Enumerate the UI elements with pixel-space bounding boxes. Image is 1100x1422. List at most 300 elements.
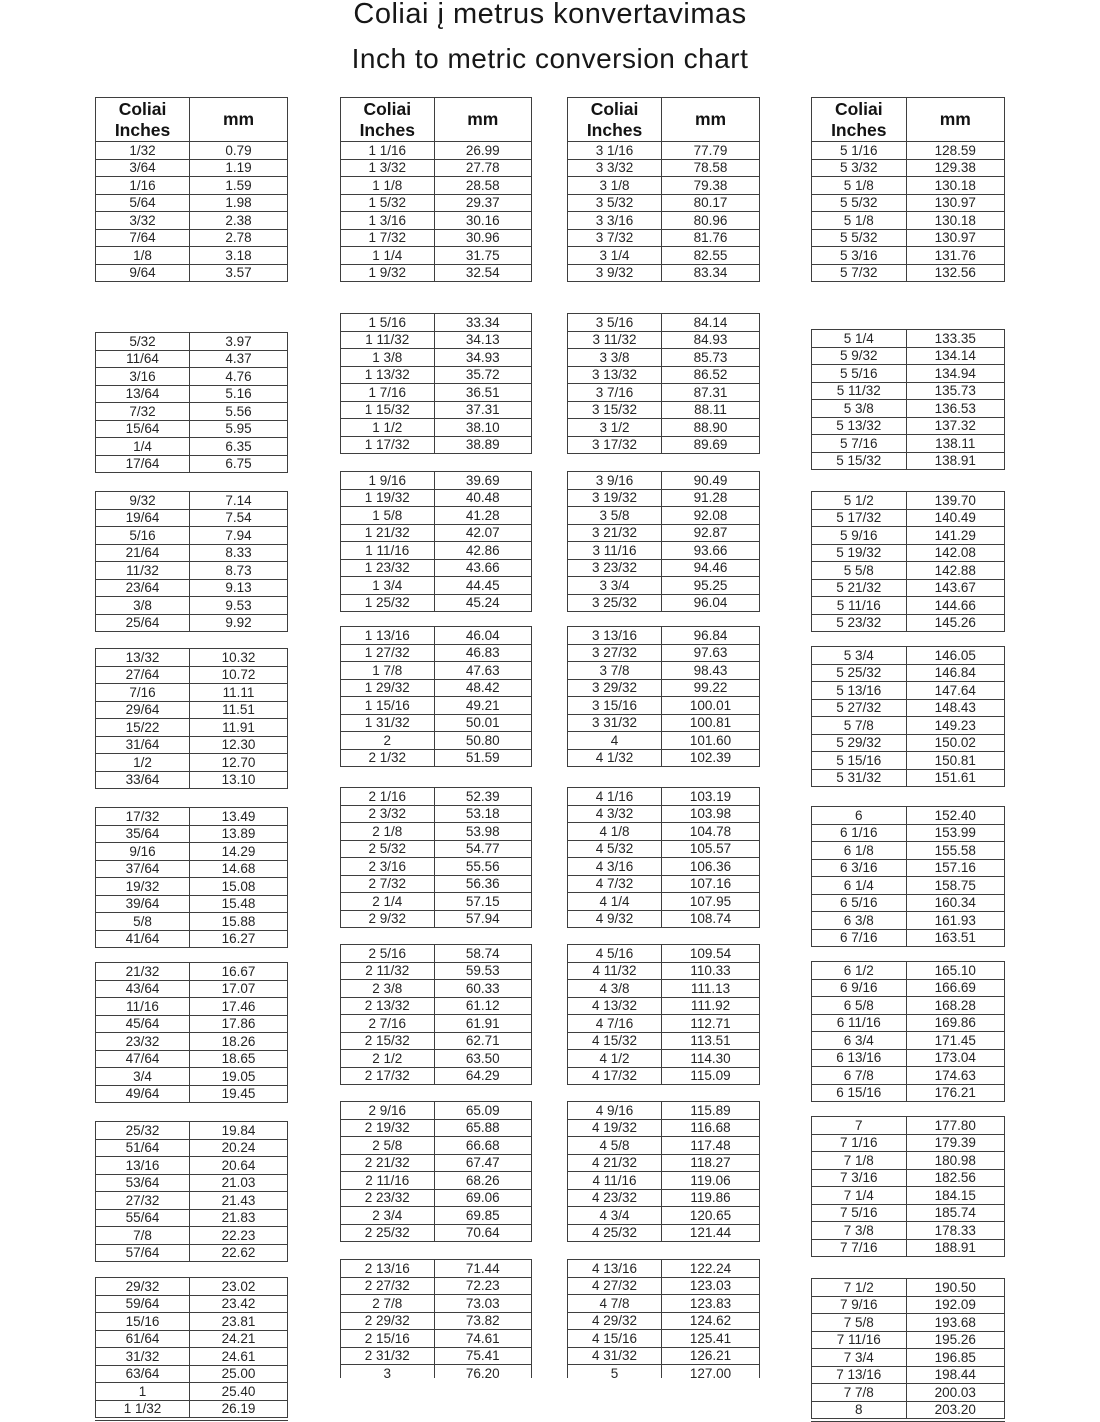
- table-row: [96, 1244, 288, 1262]
- mm-cell: 93.66: [662, 542, 760, 560]
- table-row: [812, 382, 1005, 400]
- mm-cell: 150.02: [906, 734, 1004, 752]
- table-row: [96, 385, 288, 403]
- table-row: [568, 788, 760, 806]
- conversion-table: [95, 491, 288, 632]
- table-row: [96, 1209, 288, 1227]
- mm-cell: 12.70: [190, 754, 288, 772]
- inches-cell: 6 3/16: [812, 859, 907, 877]
- table-block-col3-2: [567, 313, 760, 454]
- table-row: [812, 1222, 1005, 1240]
- mm-cell: 148.43: [906, 699, 1004, 717]
- mm-cell: 95.25: [662, 577, 760, 595]
- mm-cell: 18.65: [190, 1050, 288, 1068]
- mm-cell: 153.99: [906, 824, 1004, 842]
- mm-cell: 66.68: [434, 1137, 531, 1155]
- inches-cell: 2 3/8: [341, 980, 435, 998]
- page-title-lithuanian: Coliai į metrus konvertavimas: [353, 0, 747, 30]
- mm-cell: 1.59: [190, 177, 288, 195]
- table-row: [568, 910, 760, 928]
- inches-cell: 1 3/8: [341, 349, 435, 367]
- table-row: [341, 1102, 532, 1120]
- mm-cell: 50.01: [434, 714, 531, 732]
- inches-cell: 2 5/8: [341, 1137, 435, 1155]
- table-row: [812, 1296, 1005, 1314]
- table-header-row: [812, 98, 1005, 142]
- mm-cell: 14.29: [190, 843, 288, 861]
- mm-cell: 96.84: [662, 627, 760, 645]
- mm-cell: 99.22: [662, 679, 760, 697]
- mm-cell: 8.33: [190, 544, 288, 562]
- inches-cell: 3 1/2: [568, 419, 662, 437]
- table-row: [96, 1330, 288, 1348]
- mm-cell: 141.29: [906, 527, 1004, 545]
- inches-cell: 19/32: [96, 878, 190, 896]
- table-row: [812, 912, 1005, 930]
- inches-cell: 5 11/32: [812, 382, 907, 400]
- table-row: [96, 1383, 288, 1401]
- table-row: [812, 400, 1005, 418]
- table-row: [341, 997, 532, 1015]
- mm-cell: 14.68: [190, 860, 288, 878]
- table-row: [568, 644, 760, 662]
- table-row: [341, 142, 532, 160]
- table-row: [96, 509, 288, 527]
- table-row: [341, 212, 532, 230]
- inches-cell: 4 3/16: [568, 858, 662, 876]
- mm-cell: 1.19: [190, 159, 288, 177]
- conversion-table: [811, 491, 1005, 632]
- conversion-table: [95, 962, 288, 1103]
- mm-cell: 15.08: [190, 878, 288, 896]
- table-row: [812, 229, 1005, 247]
- mm-cell: 87.31: [662, 384, 760, 402]
- mm-cell: 10.32: [190, 649, 288, 667]
- table-row: [812, 1366, 1005, 1384]
- inches-cell: 2 27/32: [341, 1277, 435, 1295]
- inches-cell: 3 7/32: [568, 229, 662, 247]
- table-row: [341, 644, 532, 662]
- inches-cell: 5 1/4: [812, 330, 907, 348]
- table-block-col4-1: [811, 97, 1005, 282]
- table-row: [812, 1152, 1005, 1170]
- table-row: [96, 963, 288, 981]
- table-block-col2-5: [340, 787, 532, 928]
- mm-cell: 166.69: [906, 979, 1004, 997]
- table-row: [568, 1277, 760, 1295]
- mm-cell: 24.61: [190, 1348, 288, 1366]
- table-block-col2-3: [340, 471, 532, 612]
- table-block-col2-7: [340, 1101, 532, 1242]
- table-row: [568, 419, 760, 437]
- mm-cell: 38.89: [434, 436, 531, 454]
- mm-cell: 111.92: [662, 997, 760, 1015]
- inches-cell: 6 9/16: [812, 979, 907, 997]
- mm-cell: 150.81: [906, 752, 1004, 770]
- table-row: [568, 159, 760, 177]
- mm-cell: 45.24: [434, 594, 531, 612]
- table-row: [96, 1122, 288, 1140]
- table-row: [568, 559, 760, 577]
- inches-cell: 6 1/8: [812, 842, 907, 860]
- mm-cell: 151.61: [906, 769, 1004, 787]
- mm-cell: 120.65: [662, 1207, 760, 1225]
- table-row: [812, 647, 1005, 665]
- mm-cell: 63.50: [434, 1050, 531, 1068]
- mm-cell: 173.04: [906, 1049, 1004, 1067]
- conversion-table: [567, 626, 760, 767]
- table-row: [568, 1330, 760, 1348]
- mm-cell: 5.16: [190, 385, 288, 403]
- page-title-english: Inch to metric conversion chart: [351, 43, 749, 74]
- inches-cell: 5 19/32: [812, 544, 907, 562]
- table-block-col4-5: [811, 806, 1005, 947]
- conversion-table: [95, 1121, 288, 1262]
- mm-cell: 85.73: [662, 349, 760, 367]
- table-row: [568, 732, 760, 750]
- mm-cell: 20.64: [190, 1157, 288, 1175]
- table-row: [96, 1033, 288, 1051]
- inches-cell: 1/32: [96, 142, 190, 160]
- inches-cell: 2 15/16: [341, 1330, 435, 1348]
- conversion-table: [340, 1101, 532, 1242]
- table-row: [96, 597, 288, 615]
- inches-cell: 5 11/16: [812, 597, 907, 615]
- table-row: [96, 1085, 288, 1103]
- table-row: [812, 1169, 1005, 1187]
- table-row: [96, 1348, 288, 1366]
- table-row: [341, 1015, 532, 1033]
- mm-cell: 114.30: [662, 1050, 760, 1068]
- mm-cell: 60.33: [434, 980, 531, 998]
- mm-cell: 134.94: [906, 365, 1004, 383]
- table-row: [812, 365, 1005, 383]
- inches-cell: 2 15/32: [341, 1032, 435, 1050]
- mm-cell: 54.77: [434, 840, 531, 858]
- table-header-row: [96, 98, 288, 142]
- table-block-col1-4: [95, 648, 288, 789]
- mm-cell: 155.58: [906, 842, 1004, 860]
- mm-cell: 73.82: [434, 1312, 531, 1330]
- inches-cell: 2 13/32: [341, 997, 435, 1015]
- mm-cell: 29.37: [434, 194, 531, 212]
- table-block-col4-2: [811, 329, 1005, 470]
- mm-cell: 142.08: [906, 544, 1004, 562]
- table-row: [341, 1154, 532, 1172]
- table-row: [96, 980, 288, 998]
- inches-cell: 5 5/32: [812, 194, 907, 212]
- mm-cell: 26.19: [190, 1400, 288, 1418]
- conversion-table: [95, 332, 288, 473]
- inches-cell: 7 1/2: [812, 1279, 907, 1297]
- table-row: [96, 420, 288, 438]
- inches-cell: 1 1/8: [341, 177, 435, 195]
- table-row: [96, 142, 288, 160]
- inches-cell: 1/4: [96, 438, 190, 456]
- table-row: [568, 679, 760, 697]
- table-block-col3-6: [567, 944, 760, 1085]
- header-inches: Coliai Inches: [568, 98, 662, 142]
- inches-cell: 1 13/16: [341, 627, 435, 645]
- inches-cell: 5 17/32: [812, 509, 907, 527]
- header-mm: mm: [190, 98, 288, 142]
- inches-cell: 21/64: [96, 544, 190, 562]
- table-block-col3-5: [567, 787, 760, 928]
- mm-cell: 34.93: [434, 349, 531, 367]
- inches-cell: 1 31/32: [341, 714, 435, 732]
- inches-cell: 6 15/16: [812, 1084, 907, 1102]
- mm-cell: 9.53: [190, 597, 288, 615]
- table-row: [812, 807, 1005, 825]
- table-row: [96, 159, 288, 177]
- table-row: [341, 1277, 532, 1295]
- table-block-col1-8: [95, 1277, 288, 1422]
- mm-cell: 176.21: [906, 1084, 1004, 1102]
- mm-cell: 33.34: [434, 314, 531, 332]
- inches-cell: 5/8: [96, 913, 190, 931]
- mm-cell: 174.63: [906, 1067, 1004, 1085]
- mm-cell: 5.95: [190, 420, 288, 438]
- inches-cell: 2 17/32: [341, 1067, 435, 1085]
- table-row: [812, 492, 1005, 510]
- table-row: [812, 894, 1005, 912]
- table-row: [96, 247, 288, 265]
- inches-cell: 1 27/32: [341, 644, 435, 662]
- mm-cell: 70.64: [434, 1224, 531, 1242]
- mm-cell: 68.26: [434, 1172, 531, 1190]
- mm-cell: 152.40: [906, 807, 1004, 825]
- table-row: [96, 1278, 288, 1296]
- inches-cell: 7 1/4: [812, 1187, 907, 1205]
- inches-cell: 3/8: [96, 597, 190, 615]
- mm-cell: 65.88: [434, 1119, 531, 1137]
- mm-cell: 57.94: [434, 910, 531, 928]
- table-row: [812, 597, 1005, 615]
- table-block-col1-6: [95, 962, 288, 1103]
- mm-cell: 132.56: [906, 264, 1004, 282]
- table-row: [812, 417, 1005, 435]
- inches-cell: 3 5/16: [568, 314, 662, 332]
- mm-cell: 121.44: [662, 1224, 760, 1242]
- table-row: [568, 749, 760, 767]
- table-row: [812, 1204, 1005, 1222]
- mm-cell: 200.03: [906, 1384, 1004, 1402]
- inches-cell: 1 29/32: [341, 679, 435, 697]
- inches-cell: 3 3/32: [568, 159, 662, 177]
- table-row: [568, 1260, 760, 1278]
- table-row: [341, 980, 532, 998]
- mm-cell: 110.33: [662, 962, 760, 980]
- inches-cell: 39/64: [96, 895, 190, 913]
- mm-cell: 190.50: [906, 1279, 1004, 1297]
- table-row: [812, 1032, 1005, 1050]
- table-row: [568, 142, 760, 160]
- mm-cell: 122.24: [662, 1260, 760, 1278]
- inches-cell: 23/32: [96, 1033, 190, 1051]
- table-row: [568, 1224, 760, 1242]
- inches-cell: 5 5/16: [812, 365, 907, 383]
- mm-cell: 30.96: [434, 229, 531, 247]
- mm-cell: 163.51: [906, 929, 1004, 947]
- inches-cell: 1 11/32: [341, 331, 435, 349]
- inches-cell: 1 1/4: [341, 247, 435, 265]
- mm-cell: 20.24: [190, 1139, 288, 1157]
- conversion-table: [340, 1259, 532, 1378]
- inches-cell: 2 11/16: [341, 1172, 435, 1190]
- mm-cell: 146.84: [906, 664, 1004, 682]
- table-row: [568, 805, 760, 823]
- inches-cell: 6 7/8: [812, 1067, 907, 1085]
- table-row: [812, 1331, 1005, 1349]
- conversion-table: [811, 1278, 1005, 1419]
- inches-cell: 7 3/4: [812, 1349, 907, 1367]
- mm-cell: 125.41: [662, 1330, 760, 1348]
- inches-cell: 4 11/16: [568, 1172, 662, 1190]
- inches-cell: 29/64: [96, 701, 190, 719]
- inches-cell: 3 25/32: [568, 594, 662, 612]
- conversion-table: [340, 471, 532, 612]
- table-block-col1-2: [95, 332, 288, 473]
- table-block-col1-7: [95, 1121, 288, 1262]
- mm-cell: 168.28: [906, 997, 1004, 1015]
- table-row: [568, 247, 760, 265]
- mm-cell: 171.45: [906, 1032, 1004, 1050]
- inches-cell: 1 5/32: [341, 194, 435, 212]
- inches-cell: 1/2: [96, 754, 190, 772]
- conversion-table: [811, 806, 1005, 947]
- table-row: [568, 1067, 760, 1085]
- mm-cell: 135.73: [906, 382, 1004, 400]
- mm-cell: 185.74: [906, 1204, 1004, 1222]
- table-row: [568, 1119, 760, 1137]
- mm-cell: 21.43: [190, 1192, 288, 1210]
- conversion-table: [811, 961, 1005, 1102]
- inches-cell: 31/32: [96, 1348, 190, 1366]
- mm-cell: 51.59: [434, 749, 531, 767]
- mm-cell: 11.51: [190, 701, 288, 719]
- table-row: [568, 229, 760, 247]
- inches-cell: 7 1/8: [812, 1152, 907, 1170]
- table-row: [96, 736, 288, 754]
- inches-cell: 5 3/16: [812, 247, 907, 265]
- inches-cell: 6 1/2: [812, 962, 907, 980]
- mm-cell: 16.27: [190, 930, 288, 948]
- table-row: [96, 264, 288, 282]
- table-row: [812, 1314, 1005, 1332]
- inches-cell: 2 1/8: [341, 823, 435, 841]
- table-row: [568, 366, 760, 384]
- inches-cell: 27/32: [96, 1192, 190, 1210]
- table-row: [96, 562, 288, 580]
- mm-cell: 195.26: [906, 1331, 1004, 1349]
- inches-cell: 1 1/16: [341, 142, 435, 160]
- mm-cell: 4.37: [190, 350, 288, 368]
- mm-cell: 6.35: [190, 438, 288, 456]
- mm-cell: 143.67: [906, 579, 1004, 597]
- mm-cell: 131.76: [906, 247, 1004, 265]
- inches-cell: 5/16: [96, 527, 190, 545]
- table-row: [96, 649, 288, 667]
- table-row: [96, 614, 288, 632]
- inches-cell: 15/16: [96, 1313, 190, 1331]
- table-row: [341, 1295, 532, 1313]
- inches-cell: 4 1/16: [568, 788, 662, 806]
- table-row: [341, 419, 532, 437]
- inches-cell: 6 3/8: [812, 912, 907, 930]
- mm-cell: 53.98: [434, 823, 531, 841]
- mm-cell: 31.75: [434, 247, 531, 265]
- table-row: [812, 544, 1005, 562]
- table-row: [96, 403, 288, 421]
- inches-cell: 4 3/8: [568, 980, 662, 998]
- inches-cell: 2 29/32: [341, 1312, 435, 1330]
- mm-cell: 79.38: [662, 177, 760, 195]
- inches-cell: 5 25/32: [812, 664, 907, 682]
- inches-cell: 4 21/32: [568, 1154, 662, 1172]
- table-block-col3-4: [567, 626, 760, 767]
- mm-cell: 109.54: [662, 945, 760, 963]
- table-row: [812, 142, 1005, 160]
- table-row: [341, 945, 532, 963]
- table-row: [96, 701, 288, 719]
- table-row: [96, 808, 288, 826]
- table-row: [568, 1154, 760, 1172]
- mm-cell: 115.89: [662, 1102, 760, 1120]
- inches-cell: 37/64: [96, 860, 190, 878]
- mm-cell: 130.97: [906, 194, 1004, 212]
- inches-cell: 3 7/8: [568, 662, 662, 680]
- mm-cell: 27.78: [434, 159, 531, 177]
- mm-cell: 106.36: [662, 858, 760, 876]
- mm-cell: 73.03: [434, 1295, 531, 1313]
- table-row: [341, 401, 532, 419]
- mm-cell: 145.26: [906, 614, 1004, 632]
- conversion-table: [95, 648, 288, 789]
- inches-cell: 21/32: [96, 963, 190, 981]
- inches-cell: 4 31/32: [568, 1347, 662, 1365]
- mm-cell: 18.26: [190, 1033, 288, 1051]
- inches-cell: 4 7/32: [568, 875, 662, 893]
- table-row: [96, 177, 288, 195]
- table-row: [812, 509, 1005, 527]
- mm-cell: 7.14: [190, 492, 288, 510]
- table-row: [341, 858, 532, 876]
- mm-cell: 144.66: [906, 597, 1004, 615]
- inches-cell: 4 15/16: [568, 1330, 662, 1348]
- header-inches: Coliai Inches: [341, 98, 435, 142]
- inches-cell: 1 9/32: [341, 264, 435, 282]
- inches-cell: 1 7/16: [341, 384, 435, 402]
- inches-cell: 6 11/16: [812, 1014, 907, 1032]
- table-row: [341, 384, 532, 402]
- table-block-col3-8: [567, 1259, 760, 1378]
- table-row: [568, 264, 760, 282]
- mm-cell: 133.35: [906, 330, 1004, 348]
- inches-cell: 1/16: [96, 177, 190, 195]
- table-row: [568, 331, 760, 349]
- inches-cell: 15/22: [96, 719, 190, 737]
- inches-cell: 5: [568, 1365, 662, 1379]
- mm-cell: 198.44: [906, 1366, 1004, 1384]
- table-row: [341, 489, 532, 507]
- table-row: [341, 962, 532, 980]
- mm-cell: 44.45: [434, 577, 531, 595]
- mm-cell: 92.08: [662, 507, 760, 525]
- mm-cell: 90.49: [662, 472, 760, 490]
- table-row: [568, 875, 760, 893]
- inches-cell: 1 1/32: [96, 1400, 190, 1418]
- mm-cell: 128.59: [906, 142, 1004, 160]
